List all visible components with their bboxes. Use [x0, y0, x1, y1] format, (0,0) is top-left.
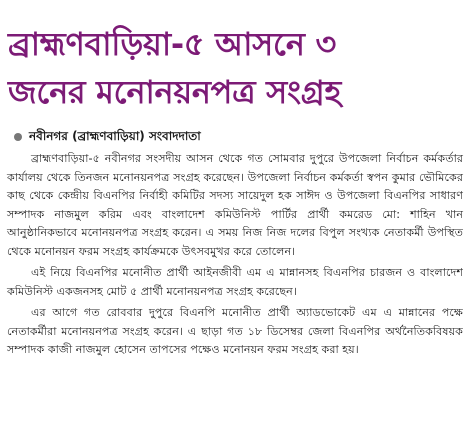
- byline: [14, 128, 201, 148]
- headline: [8, 20, 463, 116]
- article-body: [7, 150, 463, 360]
- headline-line-1: ব্রাহ্মণবাড়িয়া-৫ আসনে ৩: [8, 25, 336, 63]
- bullet-icon: [14, 133, 22, 141]
- paragraph-1: ব্রাহ্মণবাড়িয়া-৫ নবীনগর সংসদীয় আসন থেকে গত সোমবার দুপুরে উপজেলা নির্বাচন কর্মকর্তার কার্যালয় থেকে তিনজন মনোনয়নপত্র সংগ্রহ করেছেন। উপজেলা নির্বাচন কর্মকর্তা স্বপন কুমার ভৌমিকের কাছ থেকে কেন্দ্রীয় বিএনপির নির্বাহী কমিটির সদস্য সায়েদুল হক সাঈদ ও উপজেলা বিএনপির সাধারণ সম্পাদক নাজমুল করিম এবং বাংলাদেশ কমিউনিস্ট পার্টির প্রার্থী কমরেড মো: শাহিন খান আনুষ্ঠানিকভাবে মনোনয়নপত্র সংগ্রহ করেন। এ সময় নিজ নিজ দলের বিপুল সংখ্যক নেতাকর্মী উপস্থিত থেকে মনোনয়ন ফরম সংগ্রহ কার্যক্রমকে উৎসবমুখর করে তোলেন।: [7, 152, 463, 258]
- paragraph-3: এর আগে গত রোববার দুপুরে বিএনপি মনোনীত প্রার্থী অ্যাডভোকেট এম এ মান্নানের পক্ষে নেতাকর্মীরা মনোনয়নপত্র সংগ্রহ করেন। এ ছাড়া গত ১৮ ডিসেম্বর জেলা বিএনপির অর্থনৈতিকবিষয়ক সম্পাদক কাজী নাজমুল হোসেন তাপসের পক্ষেও মনোনয়ন ফরম সংগ্রহ করা হয়।: [7, 306, 463, 356]
- headline-line-2: জনের মনোনয়নপত্র সংগ্রহ: [8, 73, 341, 111]
- byline-text: নবীনগর (ব্রাহ্মণবাড়িয়া) সংবাদদাতা: [29, 129, 201, 143]
- paragraph-2: এই নিয়ে বিএনপির মনোনীত প্রার্থী আইনজীবী এম এ মান্নানসহ বিএনপির চারজন ও বাংলাদেশ কমিউনিস্ট একজনসহ মোট ৫ প্রার্থী মনোনয়নপত্র সংগ্রহ করেছেন।: [7, 266, 463, 298]
